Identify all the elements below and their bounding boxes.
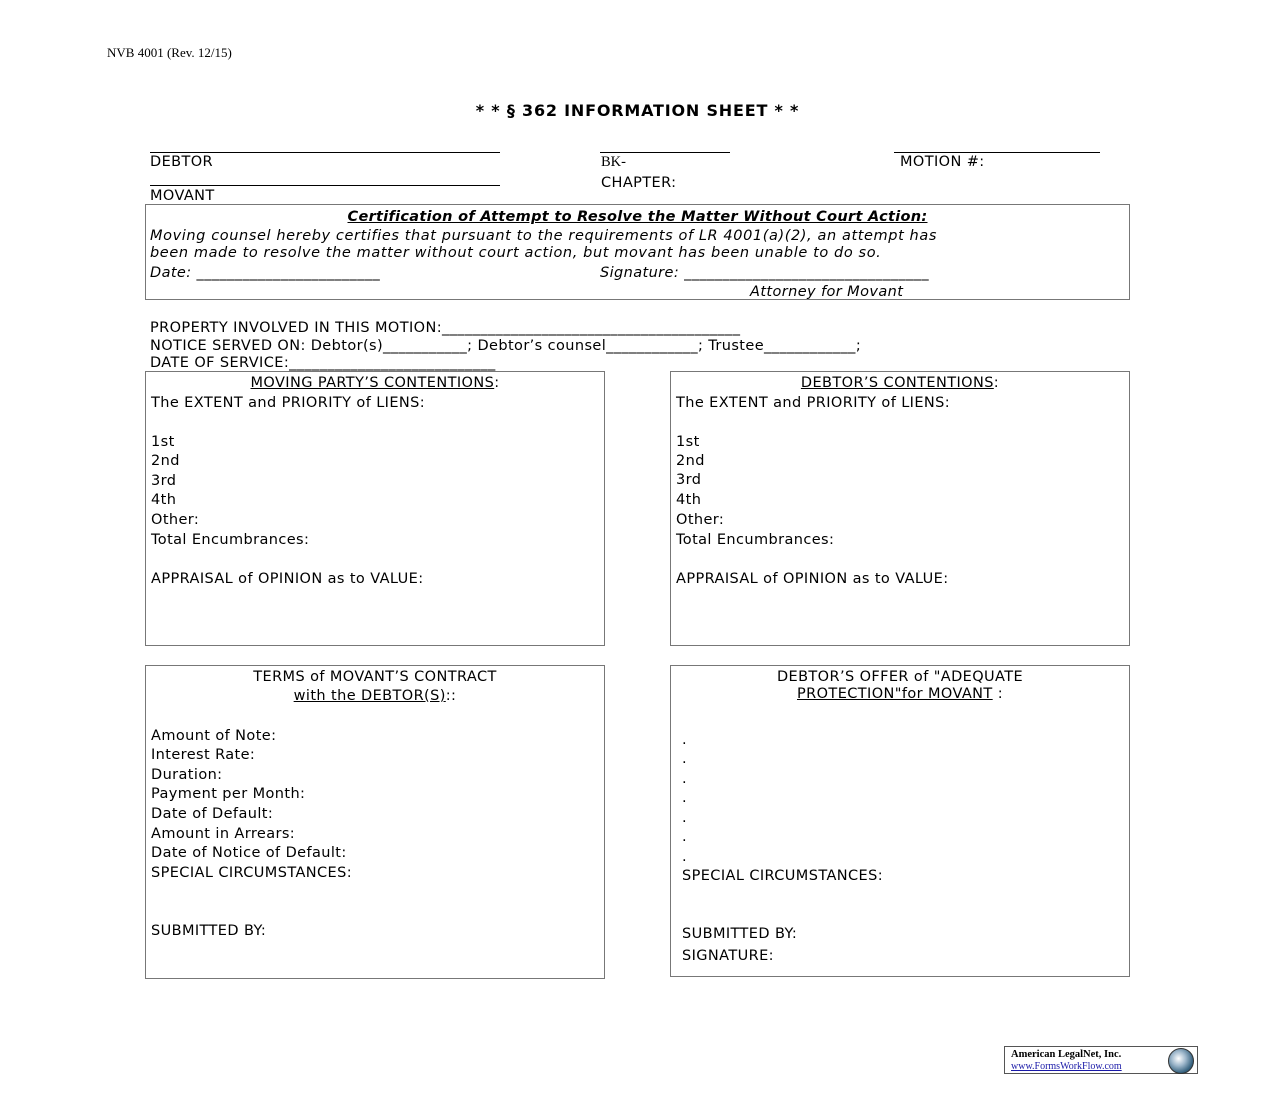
offer-bullet: . [682, 849, 688, 865]
certification-heading: Certification of Attempt to Resolve the Matter Without Court Action: [347, 209, 928, 225]
debtor-total-encumbrances: Total Encumbrances: [676, 532, 835, 548]
moving-lien-1st: 1st [151, 434, 175, 450]
moving-party-heading: MOVING PARTY’S CONTENTIONS [250, 375, 495, 391]
moving-appraisal: APPRAISAL of OPINION as to VALUE: [151, 571, 424, 587]
debtor-contentions-box: DEBTOR’S CONTENTIONS: The EXTENT and PRIORITY of LIENS: 1st 2nd 3rd 4th Other: Total Encumbrances: APPRAISAL of OPINION as to VALUE: [670, 371, 1130, 646]
offer-bullet: . [682, 751, 688, 767]
bk-label: BK- [601, 154, 626, 170]
terms-duration: Duration: [151, 767, 223, 783]
debtor-lien-2nd: 2nd [676, 453, 705, 469]
attorney-label: Attorney for Movant [750, 284, 904, 300]
moving-lien-4th: 4th [151, 492, 177, 508]
debtor-label: DEBTOR [150, 154, 214, 170]
moving-liens-label: The EXTENT and PRIORITY of LIENS: [151, 395, 426, 411]
offer-heading-line2: PROTECTION"for MOVANT [797, 686, 993, 702]
offer-bullet: . [682, 810, 688, 826]
page-title: * * § 362 INFORMATION SHEET * * [475, 101, 800, 120]
terms-amount-of-note: Amount of Note: [151, 728, 277, 744]
moving-lien-other: Other: [151, 512, 200, 528]
date-of-service-field[interactable]: DATE OF SERVICE:___________________________ [150, 355, 496, 371]
terms-submitted-by: SUBMITTED BY: [151, 923, 267, 939]
debtor-lien-4th: 4th [676, 492, 702, 508]
offer-heading-line1: DEBTOR’S OFFER of "ADEQUATE [776, 669, 1024, 685]
terms-special-circumstances: SPECIAL CIRCUMSTANCES: [151, 865, 352, 881]
offer-bullet: . [682, 732, 688, 748]
certification-date-field[interactable]: Date: ________________________ [150, 265, 381, 281]
offer-signature: SIGNATURE: [682, 948, 774, 964]
offer-box: DEBTOR’S OFFER of "ADEQUATE PROTECTION"for MOVANT : . . . . . . . SPECIAL CIRCUMSTANCES: SUBMITTED BY: SIGNATURE: [670, 665, 1130, 977]
motion-line[interactable] [894, 152, 1100, 153]
debtor-liens-label: The EXTENT and PRIORITY of LIENS: [676, 395, 951, 411]
certification-box [145, 204, 1130, 300]
moving-lien-2nd: 2nd [151, 453, 180, 469]
property-field[interactable]: PROPERTY INVOLVED IN THIS MOTION:_______________________________________ [150, 320, 741, 336]
terms-heading-line1: TERMS of MOVANT’S CONTRACT [253, 669, 497, 685]
debtor-lien-other: Other: [676, 512, 725, 528]
certification-signature-field[interactable]: Signature: ________________________________ [600, 265, 929, 281]
terms-date-of-notice: Date of Notice of Default: [151, 845, 347, 861]
debtor-lien-3rd: 3rd [676, 472, 702, 488]
debtor-appraisal: APPRAISAL of OPINION as to VALUE: [676, 571, 949, 587]
debtor-lien-1st: 1st [676, 434, 700, 450]
chapter-label: CHAPTER: [601, 175, 677, 191]
movant-label: MOVANT [150, 188, 215, 204]
offer-bullet: . [682, 829, 688, 845]
notice-served-field[interactable]: NOTICE SERVED ON: Debtor(s)___________; Debtor’s counsel____________; Trustee____________; [150, 338, 862, 354]
moving-party-box: MOVING PARTY’S CONTENTIONS: The EXTENT and PRIORITY of LIENS: 1st 2nd 3rd 4th Other: Total Encumbrances: APPRAISAL of OPINION as to VALUE: [145, 371, 605, 646]
offer-submitted-by: SUBMITTED BY: [682, 926, 798, 942]
bk-line[interactable] [600, 152, 730, 153]
certification-body-line1: Moving counsel hereby certifies that pursuant to the requirements of LR 4001(a)(2), an attempt has [150, 228, 937, 244]
debtor-line[interactable] [150, 152, 500, 153]
offer-bullet: . [682, 790, 688, 806]
terms-amount-in-arrears: Amount in Arrears: [151, 826, 296, 842]
logo-company-name: American LegalNet, Inc. [1011, 1049, 1122, 1060]
terms-date-of-default: Date of Default: [151, 806, 274, 822]
terms-payment-per-month: Payment per Month: [151, 786, 306, 802]
offer-special-circumstances: SPECIAL CIRCUMSTANCES: [682, 868, 883, 884]
moving-total-encumbrances: Total Encumbrances: [151, 532, 310, 548]
logo-url-link[interactable]: www.FormsWorkFlow.com [1011, 1061, 1122, 1072]
globe-icon [1168, 1048, 1194, 1074]
certification-body-line2: been made to resolve the matter without court action, but movant has been unable to do so. [150, 245, 882, 261]
debtor-contentions-heading: DEBTOR’S CONTENTIONS [800, 375, 994, 391]
form-id: NVB 4001 (Rev. 12/15) [107, 45, 232, 60]
footer-logo[interactable] [1004, 1046, 1198, 1074]
motion-label: MOTION #: [900, 154, 985, 170]
terms-box: TERMS of MOVANT’S CONTRACT with the DEBTOR(S):: Amount of Note: Interest Rate: Duration: Payment per Month: Date of Default: Amount in Arrears: Date of Notice of Default: SPECIAL CIRCUMSTANCES: SUBMITTED BY: [145, 665, 605, 979]
terms-heading-line2: with the DEBTOR(S) [293, 688, 446, 704]
offer-bullet: . [682, 771, 688, 787]
terms-interest-rate: Interest Rate: [151, 747, 256, 763]
movant-line[interactable] [150, 185, 500, 186]
moving-lien-3rd: 3rd [151, 473, 177, 489]
